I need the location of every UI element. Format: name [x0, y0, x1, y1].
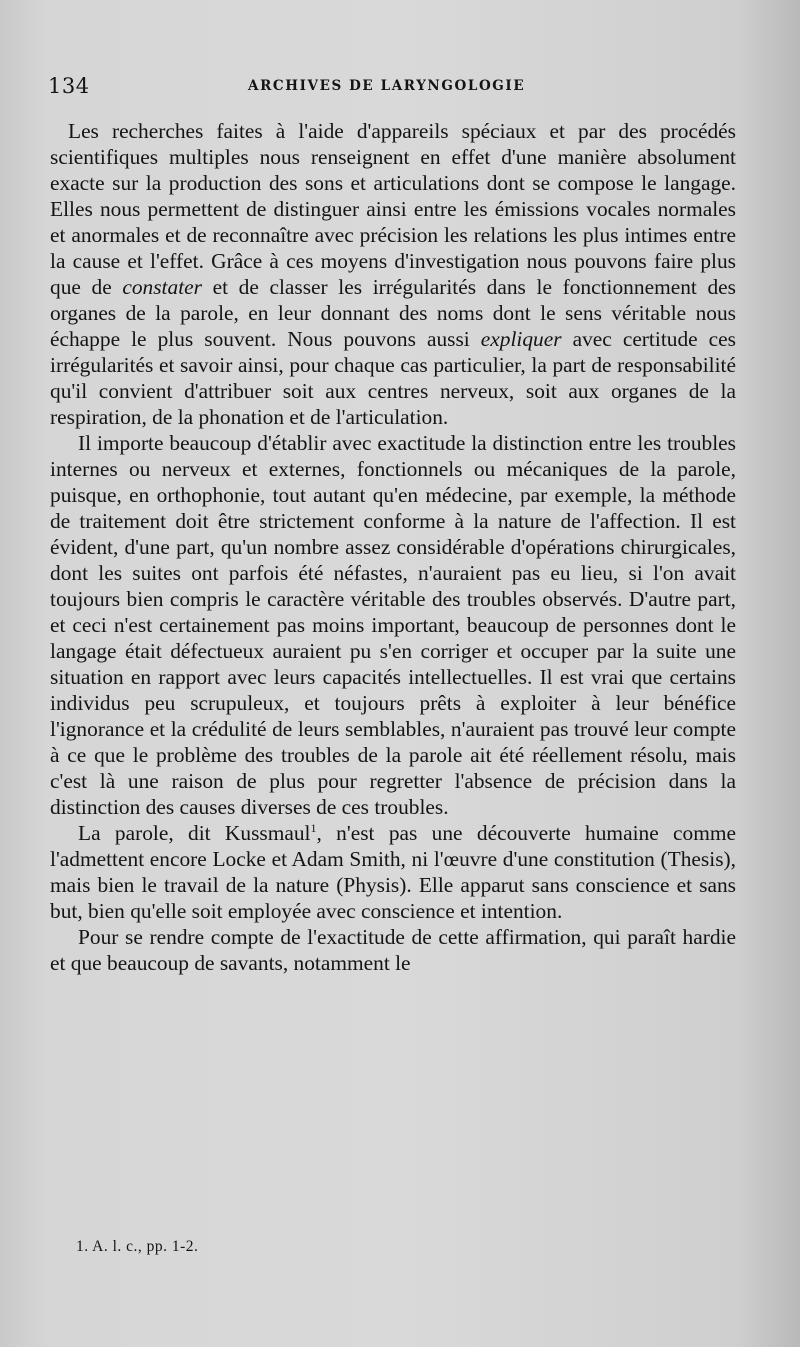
footnote: 1. A. l. c., pp. 1-2.: [76, 1238, 199, 1255]
page-header: [48, 72, 768, 102]
text-segment: et de classer les irrégularités dans le fonctionnement des organes de la parole, en leur donnant des noms dont le sens véritable nous échappe le plus souvent. Nous pouvons aussi: [50, 275, 736, 351]
text-segment: , n'est pas une découverte humaine comme l'admettent encore Locke et Adam Smith, ni l'œuvre d'une constitution (Thesis), mais bien le travail de la nature (Physis). Elle apparut sans conscience et sans but, bien qu'elle soit employée avec conscience et intention.: [50, 821, 736, 923]
italic-term: expliquer: [480, 327, 562, 351]
italic-term: constater: [122, 275, 202, 299]
text-segment: Les recherches faites à l'aide d'appareils spéciaux et par des procédés scientifiques multiples nous renseignent en effet d'une manière absolument exacte sur la production des sons et articulations dont se compose le langage. Elles nous permettent de distinguer ainsi entre les émissions vocales normales et anormales et de reconnaître avec précision les relations les plus intimes entre la cause et l'effet. Grâce à ces moyens d'investigation nous pouvons faire plus que de: [50, 119, 736, 299]
paragraph: [50, 820, 736, 924]
page-number: 134: [48, 74, 90, 98]
paragraph: [50, 430, 736, 820]
text-segment: Pour se rendre compte de l'exactitude de cette affirmation, qui paraît hardie et que beaucoup de savants, notamment le: [50, 925, 736, 975]
paragraph: [50, 118, 736, 430]
paragraph: [50, 924, 736, 976]
text-segment: Il importe beaucoup d'établir avec exactitude la distinction entre les troubles internes ou nerveux et externes, fonctionnels ou mécaniques de la parole, puisque, en orthophonie, tout autant qu'en médecine, par exemple, la méthode de traitement doit être strictement conforme à la nature de l'affection. Il est évident, d'une part, qu'un nombre assez considérable d'opérations chirurgicales, dont les suites ont parfois été néfastes, n'auraient pas eu lieu, si l'on avait toujours bien compris le caractère véritable des troubles observés. D'autre part, et ceci n'est certainement pas moins important, beaucoup de personnes dont le langage était défectueux auraient pu s'en corriger et occuper par la suite une situation en rapport avec leurs capacités intellectuelles. Il est vrai que certains individus peu scrupuleux, et toujours prêts à exploiter à leur bénéfice l'ignorance et la crédulité de leurs semblables, n'auraient pas trouvé leur compte à ce que le problème des troubles de la parole ait été réellement résolu, mais c'est là une raison de plus pour regretter l'absence de précision dans la distinction des causes diverses de ces troubles.: [50, 431, 736, 819]
running-head: ARCHIVES DE LARYNGOLOGIE: [248, 78, 526, 94]
footnote-marker: 1: [310, 820, 317, 835]
body-text: [50, 118, 736, 976]
text-segment: La parole, dit Kussmaul: [78, 821, 311, 845]
text-segment: avec certitude ces irrégularités et savoir ainsi, pour chaque cas particulier, la part de responsabilité qu'il convient d'attribuer soit aux centres nerveux, soit aux organes de la respiration, de la phonation et de l'articulation.: [50, 327, 736, 429]
